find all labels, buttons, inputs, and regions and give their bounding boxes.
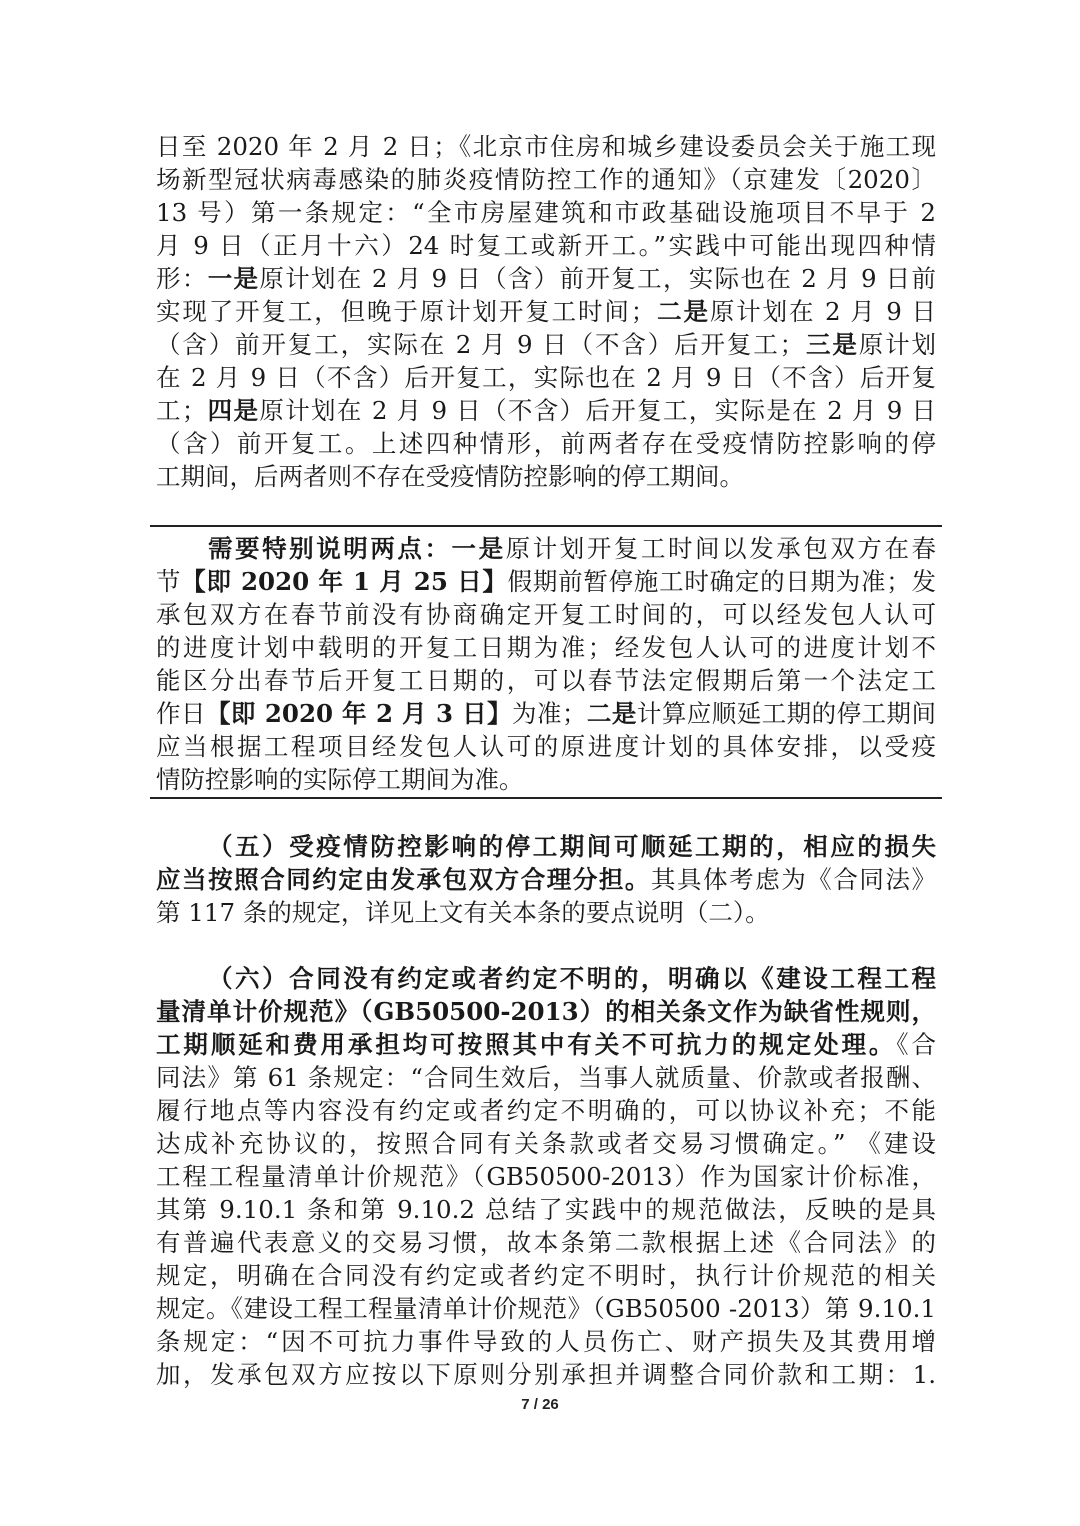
text: 节 xyxy=(156,567,182,596)
section5-heading-end: 应当按照合同约定由发承包双方合理分担。 xyxy=(156,865,651,894)
page-number: 7 / 26 xyxy=(521,1396,559,1413)
text: 原计划 xyxy=(858,330,936,359)
note-top-rule xyxy=(150,525,942,527)
text: 形： xyxy=(156,264,208,293)
section5-line-1: （五）受疫情防控影响的停工期间可顺延工期的，相应的损失 xyxy=(208,832,936,861)
note-line-3: 承包双方在春节前没有协商确定开复工时间的，可以经发包人认可 xyxy=(156,600,936,629)
note-line-6 xyxy=(156,697,936,730)
text: 为准； xyxy=(512,699,587,728)
section6-line-11: 规定。《建设工程工程量清单计价规范》（GB50500 -2013）第 9.10.1 xyxy=(156,1294,936,1323)
para1-line-5 xyxy=(156,262,936,295)
emphasis-ershi: 二是 xyxy=(586,699,637,728)
date-note: 【即 2020 年 2 月 3 日】 xyxy=(205,699,513,728)
note-line-2 xyxy=(156,565,936,598)
section6-line-8: 其第 9.10.1 条和第 9.10.2 总结了实践中的规范做法，反映的是具 xyxy=(156,1195,936,1224)
date-note: 【即 2020 年 1 月 25 日】 xyxy=(181,567,508,596)
emphasis-sanshi: 三是 xyxy=(804,330,859,359)
section6-line-5: 履行地点等内容没有约定或者约定不明确的，可以协议补充；不能 xyxy=(156,1096,936,1125)
emphasis-yishi: 一是 xyxy=(207,264,260,293)
para1-line-10: （含）前开复工。上述四种情形，前两者存在受疫情防控影响的停 xyxy=(156,429,936,458)
section6-line-3 xyxy=(156,1028,936,1061)
text: 原计划在 2 月 9 日（不含）后开复工，实际是在 2 月 9 日 xyxy=(259,396,936,425)
text: 作日 xyxy=(156,699,206,728)
para1-line-8: 在 2 月 9 日（不含）后开复工，实际也在 2 月 9 日（不含）后开复 xyxy=(156,363,936,392)
section6-line-9: 有普遍代表意义的交易习惯，故本条第二款根据上述《合同法》的 xyxy=(156,1228,936,1257)
para1-line-11: 工期间，后两者则不存在受疫情防控影响的停工期间。 xyxy=(156,462,744,491)
note-bottom-rule xyxy=(150,797,942,799)
emphasis-ershi: 二是 xyxy=(655,297,710,326)
para1-line-1: 日至 2020 年 2 月 2 日；《北京市住房和城乡建设委员会关于施工现 xyxy=(156,132,936,161)
para1-line-4: 月 9 日（正月十六）24 时复工或新开工。”实践中可能出现四种情 xyxy=(156,231,936,260)
note-heading: 需要特别说明两点： xyxy=(208,534,452,563)
section6-line-10: 规定，明确在合同没有约定或者约定不明时，执行计价规范的相关 xyxy=(156,1261,936,1290)
note-line-7: 应当根据工程项目经发包人认可的原进度计划的具体安排，以受疫 xyxy=(156,732,936,761)
para1-line-2: 场新型冠状病毒感染的肺炎疫情防控工作的通知》（京建发〔2020〕 xyxy=(156,165,936,194)
note-line-5: 能区分出春节后开复工日期的，可以春节法定假期后第一个法定工 xyxy=(156,666,936,695)
section6-line-13: 加，发承包双方应按以下原则分别承担并调整合同价款和工期：1. xyxy=(156,1360,936,1389)
text: 原计划在 2 月 9 日 xyxy=(709,297,936,326)
section6-line-7: 工程工程量清单计价规范》（GB50500-2013）作为国家计价标准， xyxy=(156,1162,936,1191)
text: 原计划开复工时间以发承包双方在春 xyxy=(505,534,936,563)
emphasis-sishi: 四是 xyxy=(206,396,260,425)
text: 假期前暂停施工时确定的日期为准；发 xyxy=(507,567,936,596)
text: 原计划在 2 月 9 日（含）前开复工，实际也在 2 月 9 日前 xyxy=(259,264,936,293)
emphasis-yishi: 一是 xyxy=(451,534,506,563)
text: 《合 xyxy=(896,1030,936,1059)
section6-line-1: （六）合同没有约定或者约定不明的，明确以《建设工程工程 xyxy=(208,964,936,993)
text: 计算应顺延工期的停工期间 xyxy=(636,699,936,728)
section6-line-4: 同法》第 61 条规定：“合同生效后，当事人就质量、价款或者报酬、 xyxy=(156,1063,936,1092)
para1-line-3: 13 号）第一条规定：“全市房屋建筑和市政基础设施项目不早于 2 xyxy=(156,198,936,227)
section6-line-6: 达成补充协议的，按照合同有关条款或者交易习惯确定。” 《建设 xyxy=(156,1129,936,1158)
note-line-1 xyxy=(208,532,936,565)
section6-line-2: 量清单计价规范》（GB50500-2013）的相关条文作为缺省性规则， xyxy=(156,997,936,1026)
para1-line-9 xyxy=(156,394,936,427)
para1-line-6 xyxy=(156,295,936,328)
section5-line-2 xyxy=(156,863,936,896)
text: 其具体考虑为《合同法》 xyxy=(650,865,936,894)
text: （含）前开复工，实际在 2 月 9 日（不含）后开复工； xyxy=(156,330,805,359)
text: 工； xyxy=(156,396,207,425)
section6-line-12: 条规定：“因不可抗力事件导致的人员伤亡、财产损失及其费用增 xyxy=(156,1327,936,1356)
note-line-4: 的进度计划中载明的开复工日期为准；经发包人认可的进度计划不 xyxy=(156,633,936,662)
para1-line-7 xyxy=(156,328,936,361)
section6-heading-end: 工期顺延和费用承担均可按照其中有关不可抗力的规定处理。 xyxy=(156,1030,897,1059)
note-line-8: 情防控影响的实际停工期间为准。 xyxy=(156,765,524,794)
text: 实现了开复工，但晚于原计划开复工时间； xyxy=(156,297,656,326)
section5-line-3: 第 117 条的规定，详见上文有关本条的要点说明（二）。 xyxy=(156,898,770,927)
